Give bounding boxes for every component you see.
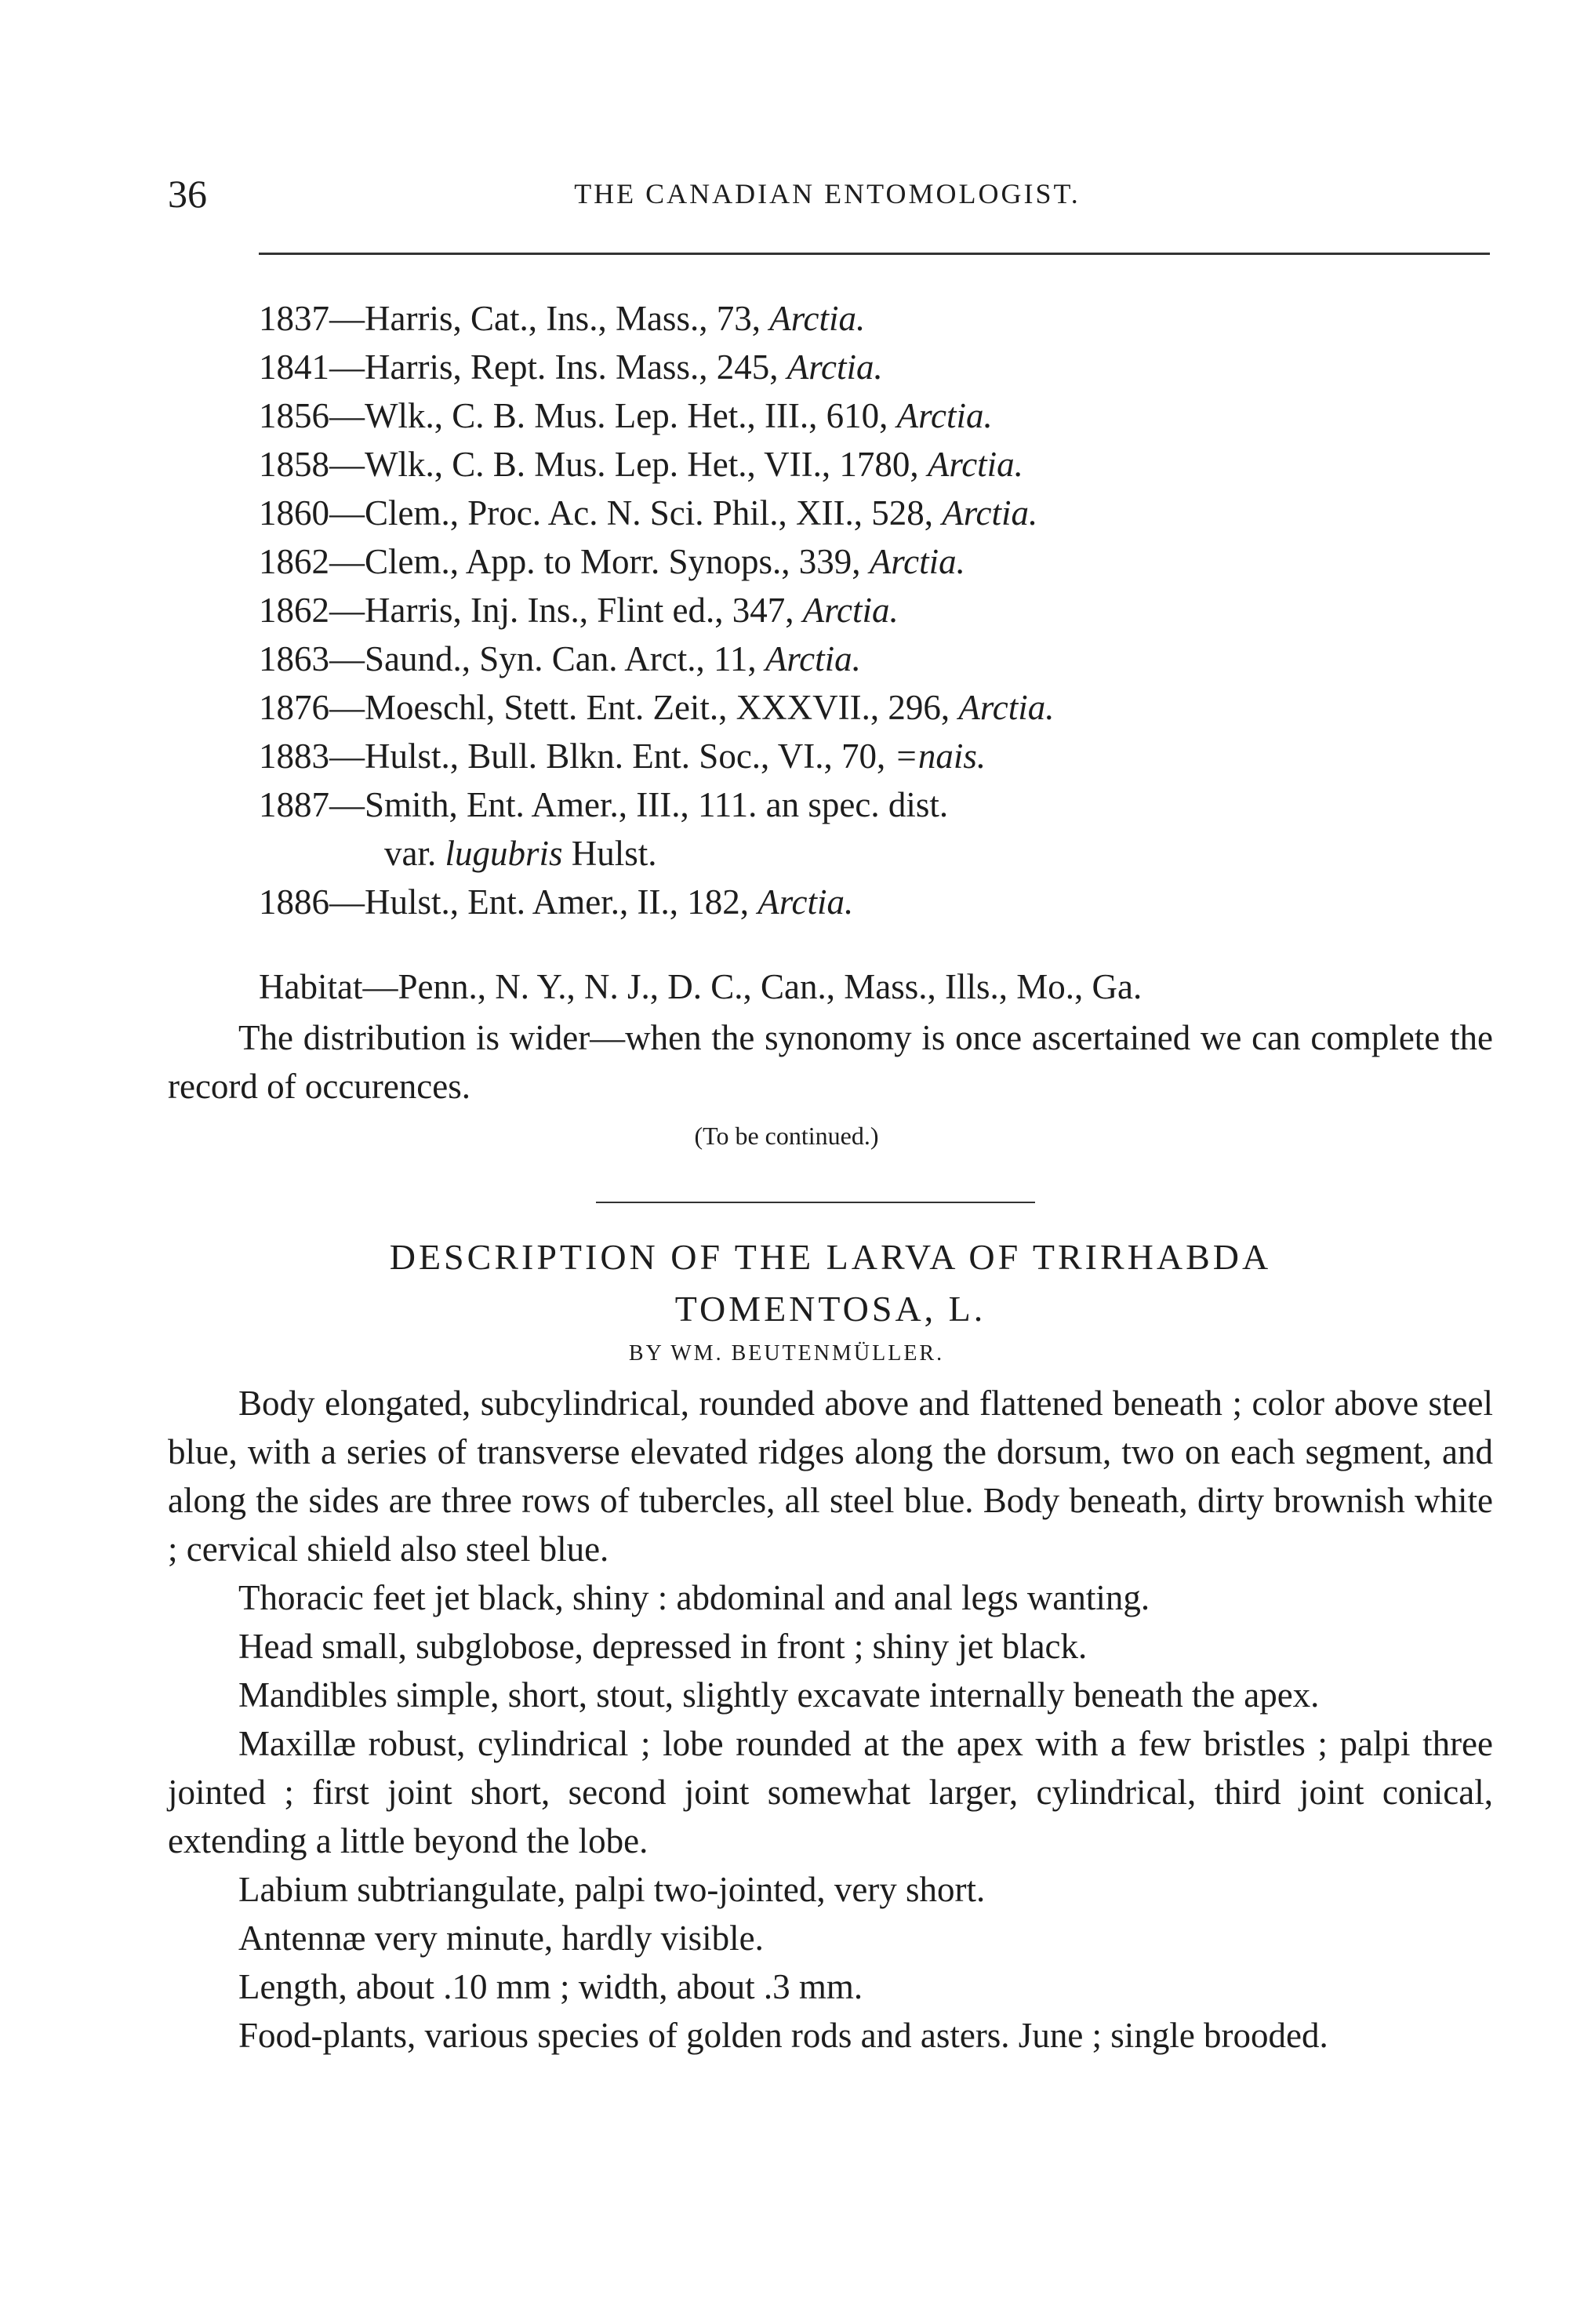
article-byline: BY WM. BEUTENMÜLLER. <box>628 1341 945 1366</box>
running-title: THE CANADIAN ENTOMOLOGIST. <box>574 178 1081 209</box>
citation-line: 1860—Clem., Proc. Ac. N. Sci. Phil., XII., 528, Arctia. <box>259 493 1038 533</box>
citation-line: 1862—Harris, Inj. Ins., Flint ed., 347, Arctia. <box>259 591 899 630</box>
article-body <box>168 1379 1493 2060</box>
distribution-paragraph: The distribution is wider—when the synonomy is once ascertained we can complete the record of occurences. <box>168 1018 1493 1106</box>
habitat-line: Habitat—Penn., N. Y., N. J., D. C., Can., Mass., Ills., Mo., Ga. <box>259 967 1143 1006</box>
citation-line: 1837—Harris, Cat., Ins., Mass., 73, Arctia. <box>259 299 866 338</box>
citation-list <box>259 294 1513 926</box>
body-paragraph: Labium subtriangulate, palpi two-jointed, very short. <box>238 1870 986 1909</box>
body-paragraph: Thoracic feet jet black, shiny : abdominal and anal legs wanting. <box>238 1578 1150 1617</box>
citation-line: 1856—Wlk., C. B. Mus. Lep. Het., III., 610, Arctia. <box>259 396 993 435</box>
citation-line: 1886—Hulst., Ent. Amer., II., 182, Arctia. <box>259 882 854 922</box>
citation-line: 1863—Saund., Syn. Can. Arct., 11, Arctia. <box>259 639 861 678</box>
article-title-line: DESCRIPTION OF THE LARVA OF TRIRHABDA <box>389 1237 1272 1277</box>
body-paragraph: Mandibles simple, short, stout, slightly excavate internally beneath the apex. <box>238 1675 1320 1715</box>
body-paragraph: Antennæ very minute, hardly visible. <box>238 1918 764 1958</box>
citation-line: 1887—Smith, Ent. Amer., III., 111. an spec. dist. <box>259 785 949 824</box>
body-paragraph: Maxillæ robust, cylindrical ; lobe rounded at the apex with a few bristles ; palpi three jointed ; first joint short, second joint somewhat larger, cylindrical, third joint conical, extending a little beyond the lobe. <box>168 1724 1493 1860</box>
article-title <box>168 1231 1493 1335</box>
body-paragraph: Body elongated, subcylindrical, rounded above and flattened beneath ; color above steel blue, with a series of transverse elevated ridges along the dorsum, two on each segment, and along the sides are three rows of tubercles, all steel blue. Body beneath, dirty brownish white ; cervical shield also steel blue. <box>168 1384 1493 1569</box>
citation-line: 1841—Harris, Rept. Ins. Mass., 245, Arctia. <box>259 347 883 387</box>
page-number: 36 <box>168 172 207 216</box>
section-divider <box>596 1202 1035 1203</box>
citation-line: 1862—Clem., App. to Morr. Synops., 339, Arctia. <box>259 542 965 581</box>
body-paragraph: Length, about .10 mm ; width, about .3 mm. <box>238 1967 863 2006</box>
citation-line: 1876—Moeschl, Stett. Ent. Zeit., XXXVII., 296, Arctia. <box>259 688 1055 727</box>
citation-line: 1858—Wlk., C. B. Mus. Lep. Het., VII., 1780, Arctia. <box>259 445 1023 484</box>
body-paragraph: Food-plants, various species of golden rods and asters. June ; single brooded. <box>238 2016 1328 2055</box>
continued-note: (To be continued.) <box>694 1122 879 1150</box>
page-header <box>168 171 1487 218</box>
body-paragraph: Head small, subglobose, depressed in front ; shiny jet black. <box>238 1627 1088 1666</box>
article-title-line: TOMENTOSA, L. <box>674 1289 986 1329</box>
citation-variety-line: var. lugubris Hulst. <box>384 834 657 873</box>
header-rule <box>259 253 1490 255</box>
citation-line: 1883—Hulst., Bull. Blkn. Ent. Soc., VI., 70, =nais. <box>259 736 986 776</box>
